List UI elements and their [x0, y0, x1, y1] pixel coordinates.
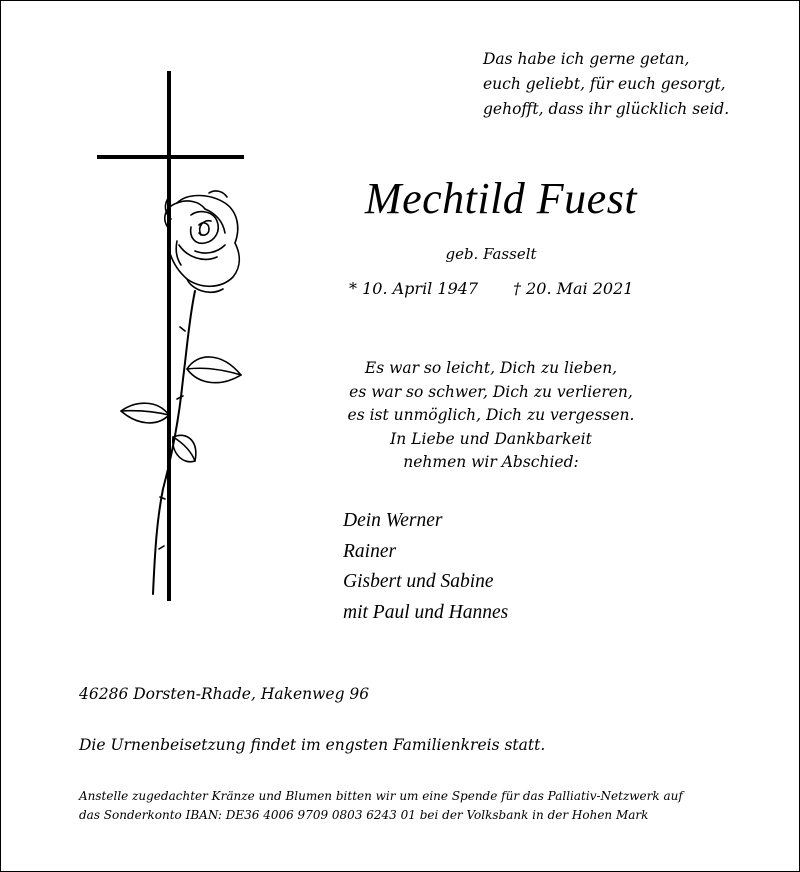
- donation-note: [79, 787, 739, 825]
- mourner-line: mit Paul und Hannes: [343, 601, 509, 623]
- birth-name: geb. Fasselt: [445, 245, 537, 263]
- burial-note: Die Urnenbeisetzung findet im engsten Familienkreis statt.: [79, 736, 546, 754]
- death-date: † 20. Mai 2021: [513, 279, 634, 298]
- verse-line: es war so schwer, Dich zu verlieren,: [349, 382, 633, 401]
- verse-line: In Liebe und Dankbarkeit: [390, 429, 592, 448]
- verse-line: es ist unmöglich, Dich zu vergessen.: [347, 406, 635, 424]
- motto-line: euch geliebt, für euch gesorgt,: [483, 75, 726, 93]
- verse-line: Es war so leicht, Dich zu lieben,: [364, 359, 618, 377]
- cross-with-rose-image: [91, 69, 251, 609]
- donation-line: das Sonderkonto IBAN: DE36 4006 9709 0803 6243 01 bei der Volksbank in der Hohen Mark: [79, 808, 649, 822]
- mourner-line: Dein Werner: [343, 510, 443, 531]
- mourners-list: [343, 506, 663, 628]
- address: 46286 Dorsten-Rhade, Hakenweg 96: [79, 685, 370, 703]
- deceased-name: Mechtild Fuest: [364, 174, 638, 223]
- birth-date: * 10. April 1947: [349, 279, 479, 298]
- motto-poem: [483, 47, 753, 122]
- mourner-line: Gisbert und Sabine: [343, 571, 494, 592]
- farewell-verse: [301, 357, 681, 475]
- donation-line: Anstelle zugedachter Kränze und Blumen bitten wir um eine Spende für das Palliativ-Netzwerk auf: [79, 789, 683, 803]
- verse-line: nehmen wir Abschied:: [403, 453, 579, 471]
- motto-line: gehofft, dass ihr glücklich seid.: [483, 100, 730, 118]
- rose-icon: [121, 191, 241, 594]
- cross-icon: [97, 71, 244, 601]
- mourner-line: Rainer: [343, 540, 397, 562]
- motto-line: Das habe ich gerne getan,: [483, 50, 690, 68]
